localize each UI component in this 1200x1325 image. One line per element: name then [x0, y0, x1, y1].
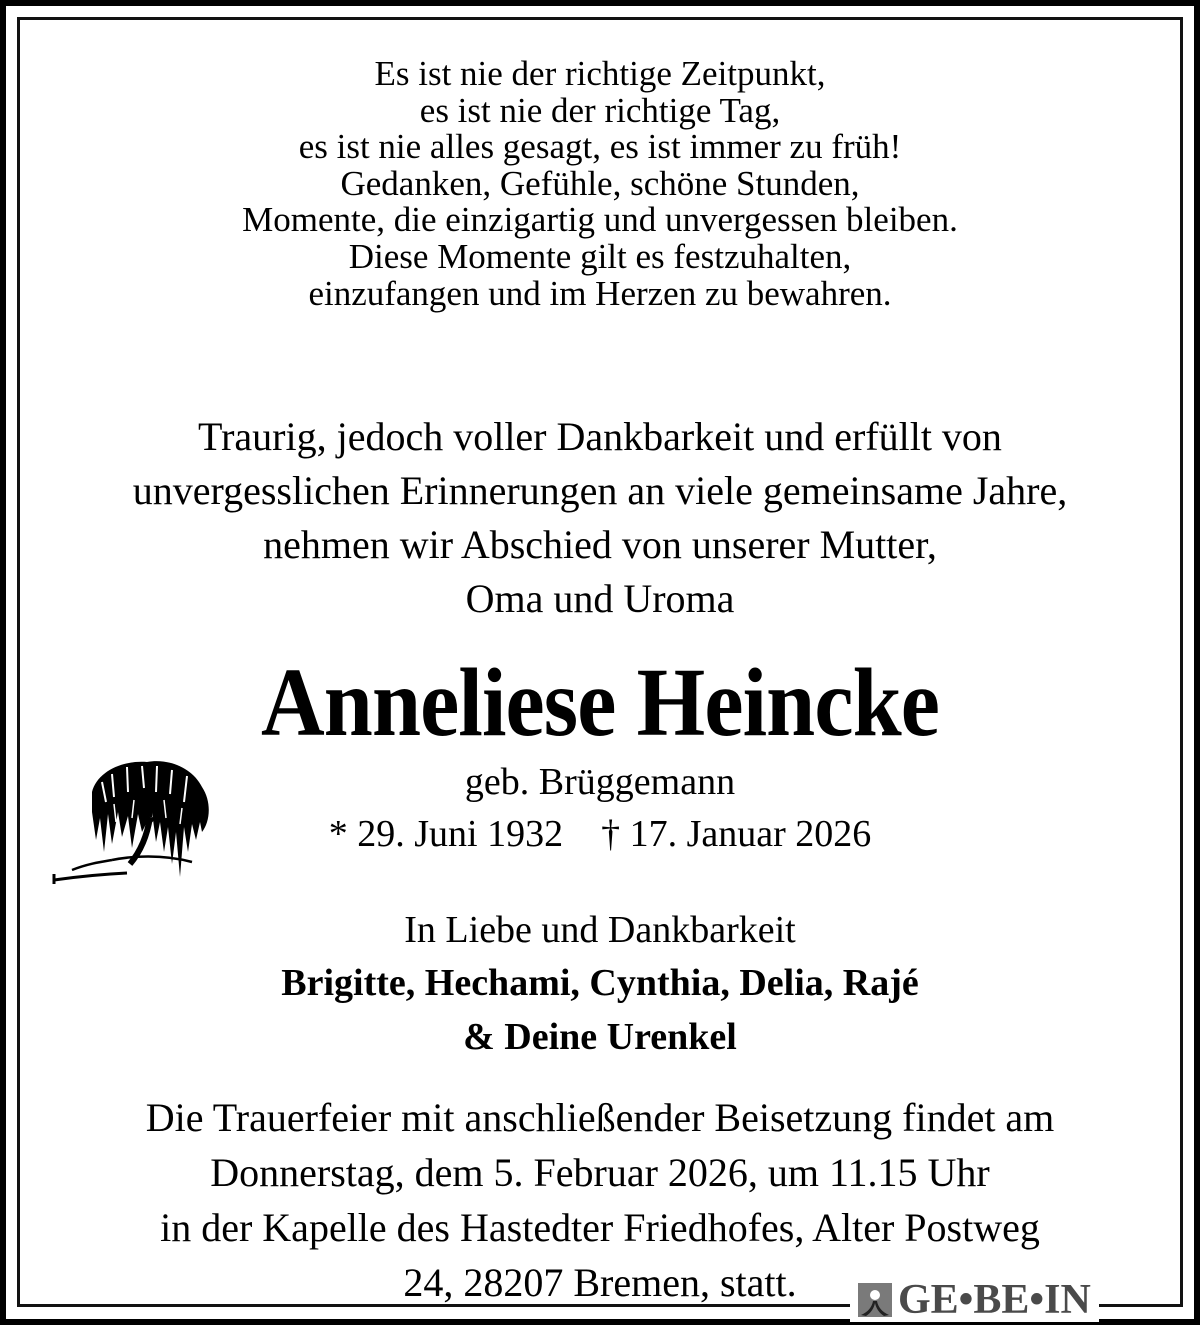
ceremony-line: in der Kapelle des Hastedter Friedhofes, Alter Postweg — [160, 1205, 1040, 1250]
deceased-name: Anneliese Heincke — [260, 649, 939, 757]
mourners-list: Brigitte, Hechami, Cynthia, Delia, Rajé — [281, 962, 919, 1004]
poem-line: Diese Momente gilt es festzuhalten, — [348, 236, 852, 276]
poem — [20, 56, 1180, 312]
intro-line: Traurig, jedoch voller Dankbarkeit und erfüllt von — [198, 414, 1002, 459]
intro-line: nehmen wir Abschied von unserer Mutter, — [263, 522, 937, 567]
death-date: † 17. Januar 2026 — [601, 813, 872, 855]
poem-line: einzufangen und im Herzen zu bewahren. — [308, 273, 892, 313]
logo-text: GE•BE•IN — [898, 1277, 1091, 1323]
poem-line: Gedanken, Gefühle, schöne Stunden, — [340, 163, 860, 203]
ceremony-line: 24, 28207 Bremen, statt. — [403, 1260, 797, 1305]
poem-line: Es ist nie der richtige Zeitpunkt, — [374, 54, 826, 93]
poem-line: es ist nie alles gesagt, es ist immer zu früh! — [298, 127, 902, 167]
mourners-names — [20, 956, 1180, 1064]
farewell-intro — [20, 410, 1180, 626]
ceremony-line: Die Trauerfeier mit anschließender Beisetzung findet am — [145, 1095, 1055, 1140]
mourners-extra: & Deine Urenkel — [463, 1016, 737, 1058]
maiden-name: geb. Brüggemann — [464, 761, 736, 803]
logo-mark-icon — [858, 1283, 892, 1317]
poem-line: Momente, die einzigartig und unvergessen bleiben. — [242, 200, 958, 240]
ceremony-line: Donnerstag, dem 5. Februar 2026, um 11.15 Uhr — [210, 1150, 990, 1195]
birth-date: * 29. Juni 1932 — [328, 813, 564, 855]
poem-line: es ist nie der richtige Tag, — [419, 90, 781, 130]
weeping-willow-tree-icon — [52, 752, 227, 897]
publisher-logo — [850, 1278, 1099, 1322]
intro-line: unvergesslichen Erinnerungen an viele gemeinsame Jahre, — [132, 468, 1068, 513]
mourners-intro: In Liebe und Dankbarkeit — [404, 909, 796, 951]
intro-line: Oma und Uroma — [465, 576, 735, 621]
